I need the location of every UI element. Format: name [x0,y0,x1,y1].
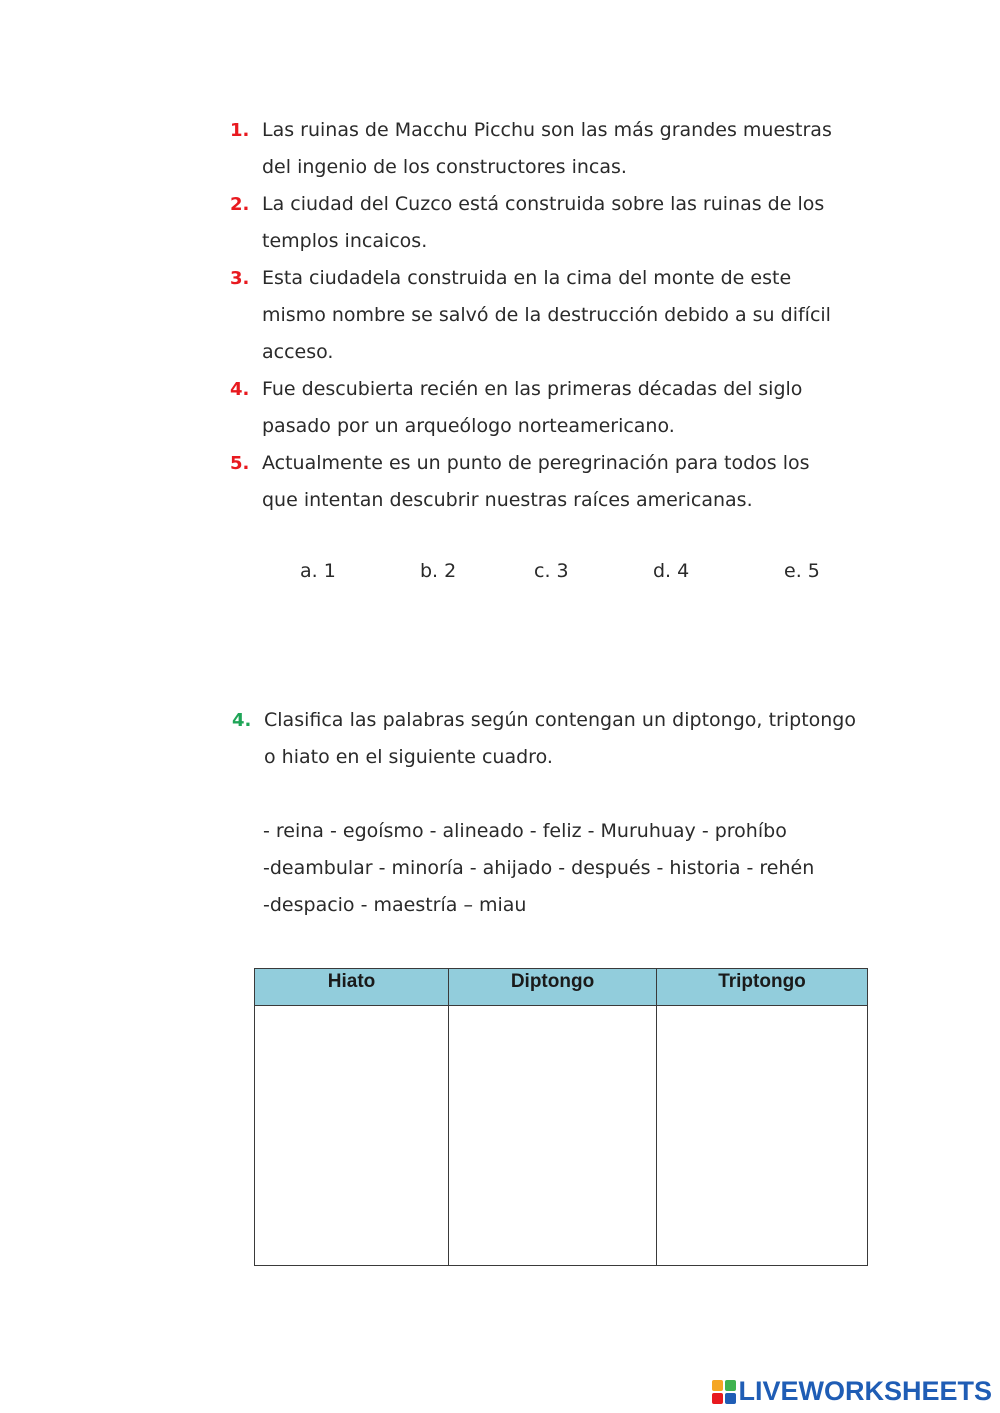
sentence-number: 2. [230,194,250,215]
table-header-row [255,969,868,1006]
sentence-item-1 [230,112,870,186]
sentence-item-2 [230,186,870,260]
sentence-line: templos incaicos. [262,230,428,252]
option-d[interactable]: d. 4 [653,560,690,582]
sentence-line: que intentan descubrir nuestras raíces americanas. [262,489,753,511]
sentence-line: Esta ciudadela construida en la cima del monte de este [262,267,792,289]
sentence-line: del ingenio de los constructores incas. [262,156,627,178]
sentence-line: Las ruinas de Macchu Picchu son las más grandes muestras [262,119,832,141]
sentence-text [262,260,870,371]
sentence-number: 3. [230,268,250,289]
exercise-text: Clasifica las palabras según contengan un diptongo, triptongo o hiato en el siguiente cuadro. [264,709,856,768]
table-row [255,1006,868,1266]
option-a[interactable]: a. 1 [300,560,336,582]
word-line: -deambular - minoría - ahijado - después - historia - rehén [263,857,815,879]
word-line: -despacio - maestría – miau [263,894,527,916]
diptongo-drop-zone[interactable] [449,1006,657,1266]
sentence-line: Actualmente es un punto de peregrinación para todos los [262,452,810,474]
exercise-instruction [232,702,856,776]
sentence-number: 1. [230,120,250,141]
exercise-number: 4. [232,710,252,731]
triptongo-drop-zone[interactable] [657,1006,868,1266]
sentence-text [262,371,870,445]
sentence-line: Fue descubierta recién en las primeras décadas del siglo [262,378,803,400]
sentence-number: 5. [230,453,250,474]
sentence-text [262,112,870,186]
liveworksheets-logo-icon [712,1380,736,1404]
word-line: - reina - egoísmo - alineado - feliz - Muruhuay - prohíbo [263,820,787,842]
sentence-line: pasado por un arqueólogo norteamericano. [262,415,675,437]
sentence-number: 4. [230,379,250,400]
sentence-item-5 [230,445,870,519]
header-hiato: Hiato [255,969,449,1006]
sentence-text [262,445,870,519]
sentence-item-3 [230,260,870,371]
sentence-line: La ciudad del Cuzco está construida sobre las ruinas de los [262,193,825,215]
option-b[interactable]: b. 2 [420,560,457,582]
option-c[interactable]: c. 3 [534,560,569,582]
classification-table [254,968,868,1266]
sentence-text [262,186,870,260]
option-e[interactable]: e. 5 [784,560,820,582]
header-triptongo: Triptongo [657,969,868,1006]
header-diptongo: Diptongo [449,969,657,1006]
sentence-line: mismo nombre se salvó de la destrucción debido a su difícil [262,304,831,326]
liveworksheets-logo [712,1376,992,1407]
word-list [263,813,863,924]
sentence-item-4 [230,371,870,445]
sentence-list [230,112,870,519]
answer-options [0,560,1000,592]
hiato-drop-zone[interactable] [255,1006,449,1266]
logo-text: LIVEWORKSHEETS [738,1376,992,1406]
sentence-line: acceso. [262,341,334,363]
